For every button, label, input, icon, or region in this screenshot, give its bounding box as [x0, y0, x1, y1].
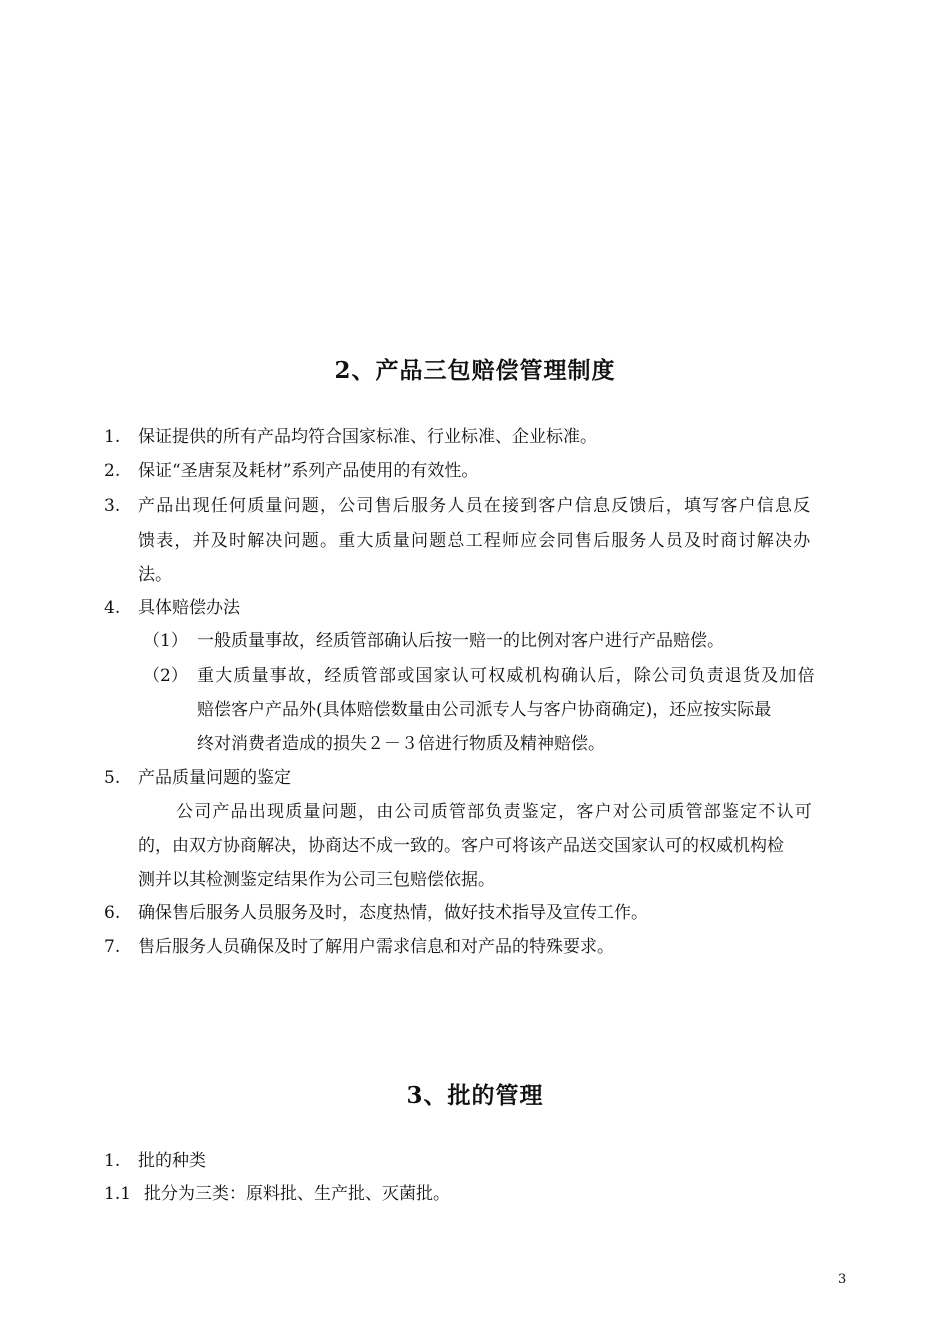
- page-number: 3: [838, 1272, 847, 1287]
- item-6-number: 6.: [104, 903, 121, 923]
- section3-item-1-1-text: 批分为三类：原料批、生产批、灭菌批。: [144, 1184, 450, 1204]
- section-2-title: 2、产品三包赔偿管理制度: [334, 357, 616, 384]
- item-2-text: 保证“圣唐泵及耗材”系列产品使用的有效性。: [138, 461, 479, 481]
- item-3-text-line-1: 产品出现任何质量问题，公司售后服务人员在接到客户信息反馈后，填写客户信息反: [138, 496, 812, 516]
- item-5-paragraph-line-2: 的，由双方协商解决，协商达不成一致的。客户可将该产品送交国家认可的权威机构检: [138, 836, 784, 856]
- section3-item-1-1-number: 1.1: [104, 1184, 132, 1204]
- item-4-number: 4.: [104, 598, 121, 618]
- section3-item-1-number: 1.: [104, 1151, 121, 1171]
- item-2-number: 2.: [104, 461, 121, 481]
- item-5-paragraph-line-1: 公司产品出现质量问题，由公司质管部负责鉴定，客户对公司质管部鉴定不认可: [176, 802, 813, 822]
- section3-item-1-text: 批的种类: [138, 1151, 206, 1171]
- subitem-1-text: 一般质量事故，经质管部确认后按一赔一的比例对客户进行产品赔偿。: [197, 631, 724, 651]
- item-3-number: 3.: [104, 496, 121, 516]
- item-3-text-line-2: 馈表，并及时解决问题。重大质量问题总工程师应会同售后服务人员及时商讨解决办: [138, 531, 812, 551]
- subitem-2-text-line-1: 重大质量事故，经质管部或国家认可权威机构确认后，除公司负责退货及加倍: [197, 666, 816, 686]
- subitem-2-text-line-3: 终对消费者造成的损失２－３倍进行物质及精神赔偿。: [197, 734, 605, 754]
- item-5-paragraph-line-3: 测并以其检测鉴定结果作为公司三包赔偿依据。: [138, 870, 495, 890]
- item-1-number: 1.: [104, 427, 121, 447]
- item-3-text-line-3: 法。: [138, 565, 172, 585]
- item-7-text: 售后服务人员确保及时了解用户需求信息和对产品的特殊要求。: [138, 937, 614, 957]
- item-5-text: 产品质量问题的鉴定: [138, 768, 291, 788]
- item-7-number: 7.: [104, 937, 121, 957]
- item-1-text: 保证提供的所有产品均符合国家标准、行业标准、企业标准。: [138, 427, 597, 447]
- item-6-text: 确保售后服务人员服务及时，态度热情，做好技术指导及宣传工作。: [138, 903, 648, 923]
- subitem-2-number: （2）: [143, 666, 188, 686]
- item-5-number: 5.: [104, 768, 121, 788]
- subitem-2-text-line-2: 赔偿客户产品外(具体赔偿数量由公司派专人与客户协商确定)，还应按实际最: [197, 700, 772, 720]
- item-4-text: 具体赔偿办法: [138, 598, 240, 618]
- subitem-1-number: （1）: [143, 631, 188, 651]
- section-3-title: 3、批的管理: [406, 1082, 544, 1109]
